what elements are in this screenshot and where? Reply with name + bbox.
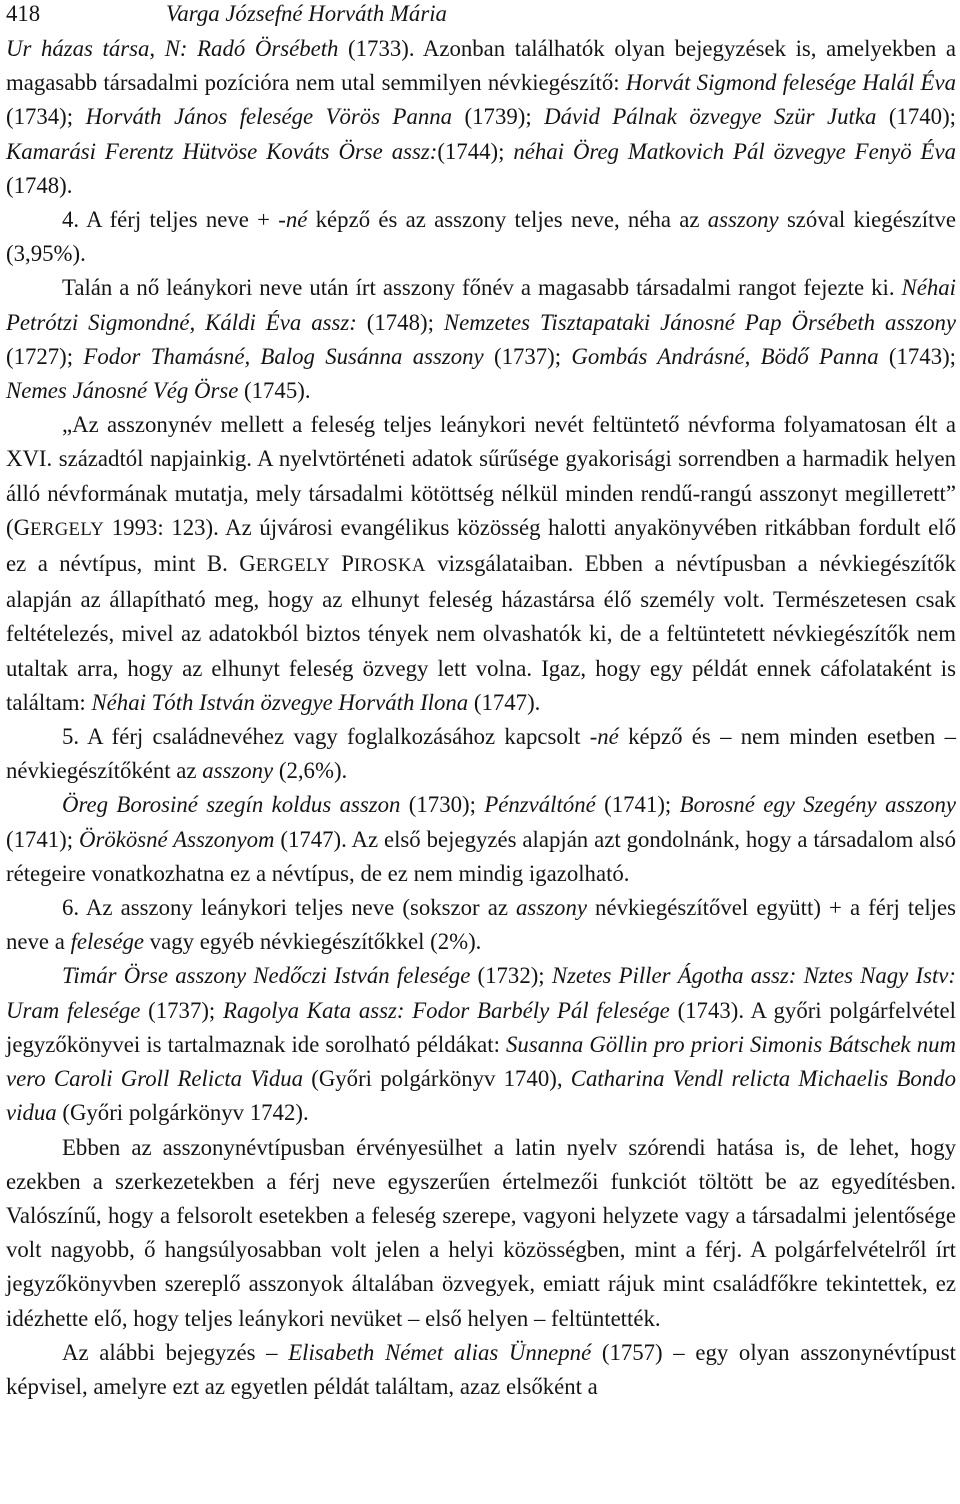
paragraph-8: Timár Örse asszony Nedőczi István felesége (1732); Nzetes Piller Ágotha assz: Nztes Nagy Istv: Uram felesége (1737); Ragolya Kata assz: Fodor Barbély Pál felesége (1743). A győri polgárfelvétel jegyzőkönyvei is tartalmaznak ide sorolható példákat: Susanna Göllin pro priori Simonis Bátschek num vero Caroli Groll Relicta Vidua (Győri polgárkönyv 1740), Catharina Vendl relicta Michaelis Bondo vidua (Győri polgárkönyv 1742). (6, 963, 956, 1126)
running-head: Varga Józsefné Horváth Mária (166, 1, 447, 26)
paragraph-9: Ebben az asszonynévtípusban érvényesülhet a latin nyelv szórendi hatása is, de lehet, hogy ezekben a szerkezetekben a férj neve egyszerűen értelmezői funkciót töltött be az egyedítésben. Valószínű, hogy a felsorolt esetekben a feleség szerepe, vagyoni helyzete vagy a társadalmi jelentősége volt nagyobb, ő hangsúlyosabban volt jelen a helyi közösségben, mint a férj. A polgárfelvételről írt jegyzőkönyvben szereplő asszonyok általában özvegyek, emiatt rájuk mint családfőkre tekintettek, ez idézhette elő, hogy teljes leánykori nevüket – első helyen – feltüntették. (6, 1134, 956, 1331)
paragraph-1: Ur házas társa, N: Radó Örsébeth (1733). Azonban találhatók olyan bejegyzések is, amelyekben a magasabb társadalmi pozícióra nem utal semmilyen névkiegészítő: Horvát Sigmond felesége Halál Éva (1734); Horváth János felesége Vörös Panna (1739); Dávid Pálnak özvegye Szür Jutka (1740); Kamarási Ferentz Hütvöse Kováts Örse assz:(1744); néhai Öreg Matkovich Pál özvegye Fenyö Éva (1748). (6, 36, 956, 198)
paragraph-5: 5. A férj családnevéhez vagy foglalkozásához kapcsolt -né képző és – nem minden esetben – névkiegészítőként az asszony (2,6%). (6, 724, 956, 784)
paragraph-4: „Az asszonynév mellett a feleség teljes leánykori nevét feltüntető névforma folyamatosan élt a XVI. századtól napjainkig. A nyelvtörténeti adatok sűrűsége gyakorisági sorrendben a harmadik helyen álló névformának mutatja, mely társadalmi kötöttség nélkül minden rendű-rangú asszonyt megillетett” (GERGELY 1993: 123). Az újvárosi evangélikus közösség halotti anyakönyvében ritkábban fordult elő ez a névtípus, mint B. GERGELY PIROSKA vizsgálataiban. Ebben a névtípusban a névkiegészítők alapján az állapítható meg, hogy az elhunyt feleség házastársa élő személy volt. Természetesen csak feltételezés, mivel az adatokból biztos tények nem olvashatók ki, de a feltüntetett névkiegészítők nem utaltak arra, hogy az elhunyt feleség özvegy lett volna. Igaz, hogy egy példát ennek cáfolataként is találtam: Néhai Tóth István özvegye Horváth Ilona (1747). (6, 412, 956, 715)
page-header (6, 0, 956, 31)
document-page (6, 0, 956, 1404)
paragraph-10: Az alábbi bejegyzés – Elisabeth Német alias Ünnepné (1757) – egy olyan asszonynévtípust képvisel, amelyre ezt az egyetlen példát találtam, azaz elsőként a (6, 1339, 956, 1399)
paragraph-7: 6. Az asszony leánykori teljes neve (sokszor az asszony névkiegészítővel együtt) + a férj teljes neve a felesége vagy egyéb névkiegészítőkkel (2%). (6, 895, 956, 955)
paragraph-3: Talán a nő leánykori neve után írt asszony főnév a magasabb társadalmi rangot fejezte ki. Néhai Petrótzi Sigmondné, Káldi Éva assz: (1748); Nemzetes Tisztapataki Jánosné Pap Örsébeth asszony (1727); Fodor Thamásné, Balog Susánna asszony (1737); Gombás Andrásné, Bödő Panna (1743); Nemes Jánosné Vég Örse (1745). (6, 275, 957, 404)
page-number: 418 (6, 1, 41, 26)
paragraph-2: 4. A férj teljes neve + -né képző és az asszony teljes neve, néha az asszony szóval kiegészítve (3,95%). (6, 207, 956, 267)
paragraph-6: Öreg Borosiné szegín koldus asszon (1730); Pénzváltóné (1741); Borosné egy Szegény asszony (1741); Örökösné Asszonyom (1747). Az első bejegyzés alapján azt gondolnánk, hogy a társadalom alsó rétegeire vonatkozhatna ez a névtípus, de ez nem mindig igazolható. (6, 792, 956, 886)
